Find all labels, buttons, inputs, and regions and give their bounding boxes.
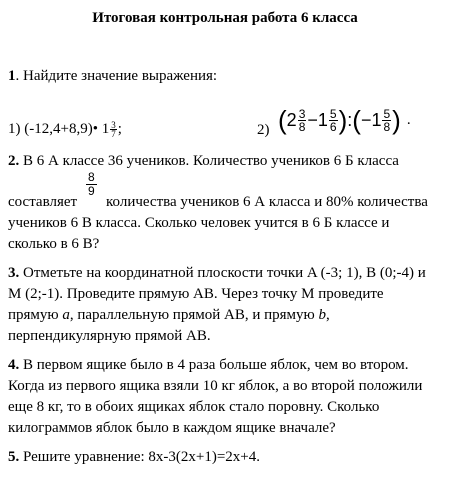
question-1-text [8, 66, 217, 86]
fraction-denominator: 7 [111, 129, 116, 140]
fraction-numerator: 5 [383, 106, 391, 121]
question-4-line-2: Когда из первого ящика взяли 10 кг яблок, а во второй положили [8, 378, 423, 394]
mixed-whole: 2 [286, 109, 297, 130]
part-2-end: . [406, 111, 411, 128]
mixed-fraction [382, 108, 391, 133]
line-b-label: b [318, 307, 326, 323]
mixed-fraction [329, 108, 338, 133]
question-3-line-4: перпендикулярную прямой AB. [8, 328, 211, 344]
question-3-line-2: M (2;-1). Проведите прямую AB. Через точку M проведите [8, 286, 384, 302]
question-4-number: 4. [8, 357, 20, 373]
page-title: Итоговая контрольная работа 6 класса [92, 10, 358, 26]
mixed-fraction [298, 108, 307, 133]
question-2-text-1: В 6 А классе 36 учеников. Количество учеников 6 Б класса [19, 153, 399, 169]
question-2-number: 2. [8, 153, 20, 169]
question-5-text: Решите уравнение: 8x-3(2x+1)=2x+4. [19, 449, 261, 465]
question-1-prompt: . Найдите значение выражения: [15, 68, 218, 84]
question-2-line-3: учеников 6 В класса. Сколько человек учится в 6 Б классе и [8, 215, 390, 231]
fraction-denominator: 8 [298, 119, 306, 134]
division-sign: : [347, 109, 353, 130]
part-2-label: 2) [257, 122, 270, 138]
fraction-numerator: 3 [298, 106, 306, 121]
question-4-line-4: килограммов яблок было в каждом ящике вначале? [8, 420, 336, 436]
part-1-expression: (-12,4+8,9)• 1 [24, 121, 110, 137]
question-3-text-3a: прямую [8, 307, 63, 323]
question-3-text-3c: , [325, 307, 330, 323]
question-3-text-1: Отметьте на координатной плоскости точки A (-3; 1), B (0;-4) и [19, 265, 426, 281]
question-2-line-4: сколько в 6 В? [8, 236, 100, 252]
fraction-numerator: 5 [329, 106, 337, 121]
fraction-numerator: 3 [111, 120, 116, 131]
fraction-denominator: 9 [88, 184, 95, 198]
question-4-line-1 [8, 355, 409, 375]
question-3-line-3 [8, 305, 330, 325]
fraction-denominator: 6 [329, 119, 337, 134]
part-2-expression: ( 2 $\frac{3}{8}$ −1 $\frac{5}{6}$ ) : ( −1 $\frac{5}{8}$ ) . [278, 105, 411, 135]
fraction-denominator: 8 [383, 119, 391, 134]
question-2-fraction [86, 171, 97, 198]
part-1-end: ; [117, 121, 122, 137]
question-5-number: 5. [8, 449, 20, 465]
question-4-text-1: В первом ящике было в 4 раза больше яблок, чем во втором. [19, 357, 409, 373]
question-5-line [8, 447, 260, 467]
part-1-fraction [110, 121, 117, 138]
question-2-pre: составляет [8, 194, 78, 210]
question-3-number: 3. [8, 265, 20, 281]
question-2-post: количества учеников 6 А класса и 80% количества [106, 194, 428, 210]
mixed-whole: −1 [360, 109, 382, 130]
question-2-line-1 [8, 151, 399, 171]
question-3-text-3b: , параллельную прямой AB, и прямую [69, 307, 319, 323]
mixed-whole: −1 [307, 109, 328, 130]
question-4-line-3: еще 8 кг, то в обоих ящиках яблок стало поровну. Сколько [8, 399, 380, 415]
part-1-label: 1) [8, 121, 21, 137]
question-1-number: 1 [8, 68, 16, 84]
fraction-numerator: 8 [88, 170, 95, 184]
question-1-part-1 [8, 119, 122, 139]
line-a-label: a [62, 307, 70, 323]
question-3-line-1 [8, 263, 426, 283]
